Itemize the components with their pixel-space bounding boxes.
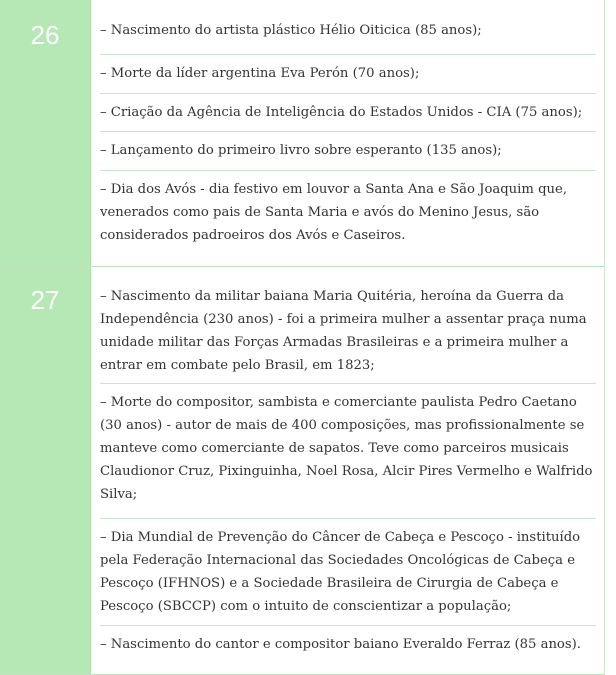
event-entry: – Nascimento do cantor e compositor baiano Everaldo Ferraz (85 anos).: [100, 637, 581, 652]
event-entry: – Dia dos Avós - dia festivo em louvor a Santa Ana e São Joaquim que, venerados como pais de Santa Maria e avós do Menino Jesus, são considerados padroeiros dos Avós e Caseiros.: [100, 182, 568, 243]
event-entry: – Nascimento do artista plástico Hélio Oiticica (85 anos);: [100, 0, 596, 55]
day-row-26: [0, 0, 604, 266]
event-entry: – Nascimento da militar baiana Maria Quitéria, heroína da Guerra da Independência (230 anos) - foi a primeira mulher a assentar praça numa unidade militar das Forças Armadas Brasileiras e a primeira mulher a entrar em combate pelo Brasil, em 1823;: [100, 267, 596, 384]
day-number: 26: [0, 0, 91, 266]
day-events: [91, 267, 604, 674]
event-entry: – Criação da Agência de Inteligência do Estados Unidos - CIA (75 anos);: [100, 94, 596, 132]
event-entry: – Morte do compositor, sambista e comerciante paulista Pedro Caetano (30 anos) - autor de mais de 400 composições, mas profissionalmente se manteve como comerciante de sapatos. Teve como parceiros musicais Claudionor Cruz, Pixinguinha, Noel Rosa, Alcir Pires Vermelho e Walfrido Silva;: [100, 384, 596, 519]
event-entry: – Lançamento do primeiro livro sobre esperanto (135 anos);: [100, 132, 596, 171]
day-row-27: [0, 266, 604, 674]
day-number: 27: [0, 267, 91, 674]
day-events: [91, 0, 604, 266]
event-entry: – Dia Mundial de Prevenção do Câncer de Cabeça e Pescoço - instituído pela Federação Internacional das Sociedades Oncológicas de Cabeça e Pescoço (IFHNOS) e a Sociedade Brasileira de Cirurgia de Cabeça e Pescoço (SBCCP) com o intuito de conscientizar a população;: [100, 519, 596, 626]
event-entry: – Morte da líder argentina Eva Perón (70 anos);: [100, 55, 596, 94]
